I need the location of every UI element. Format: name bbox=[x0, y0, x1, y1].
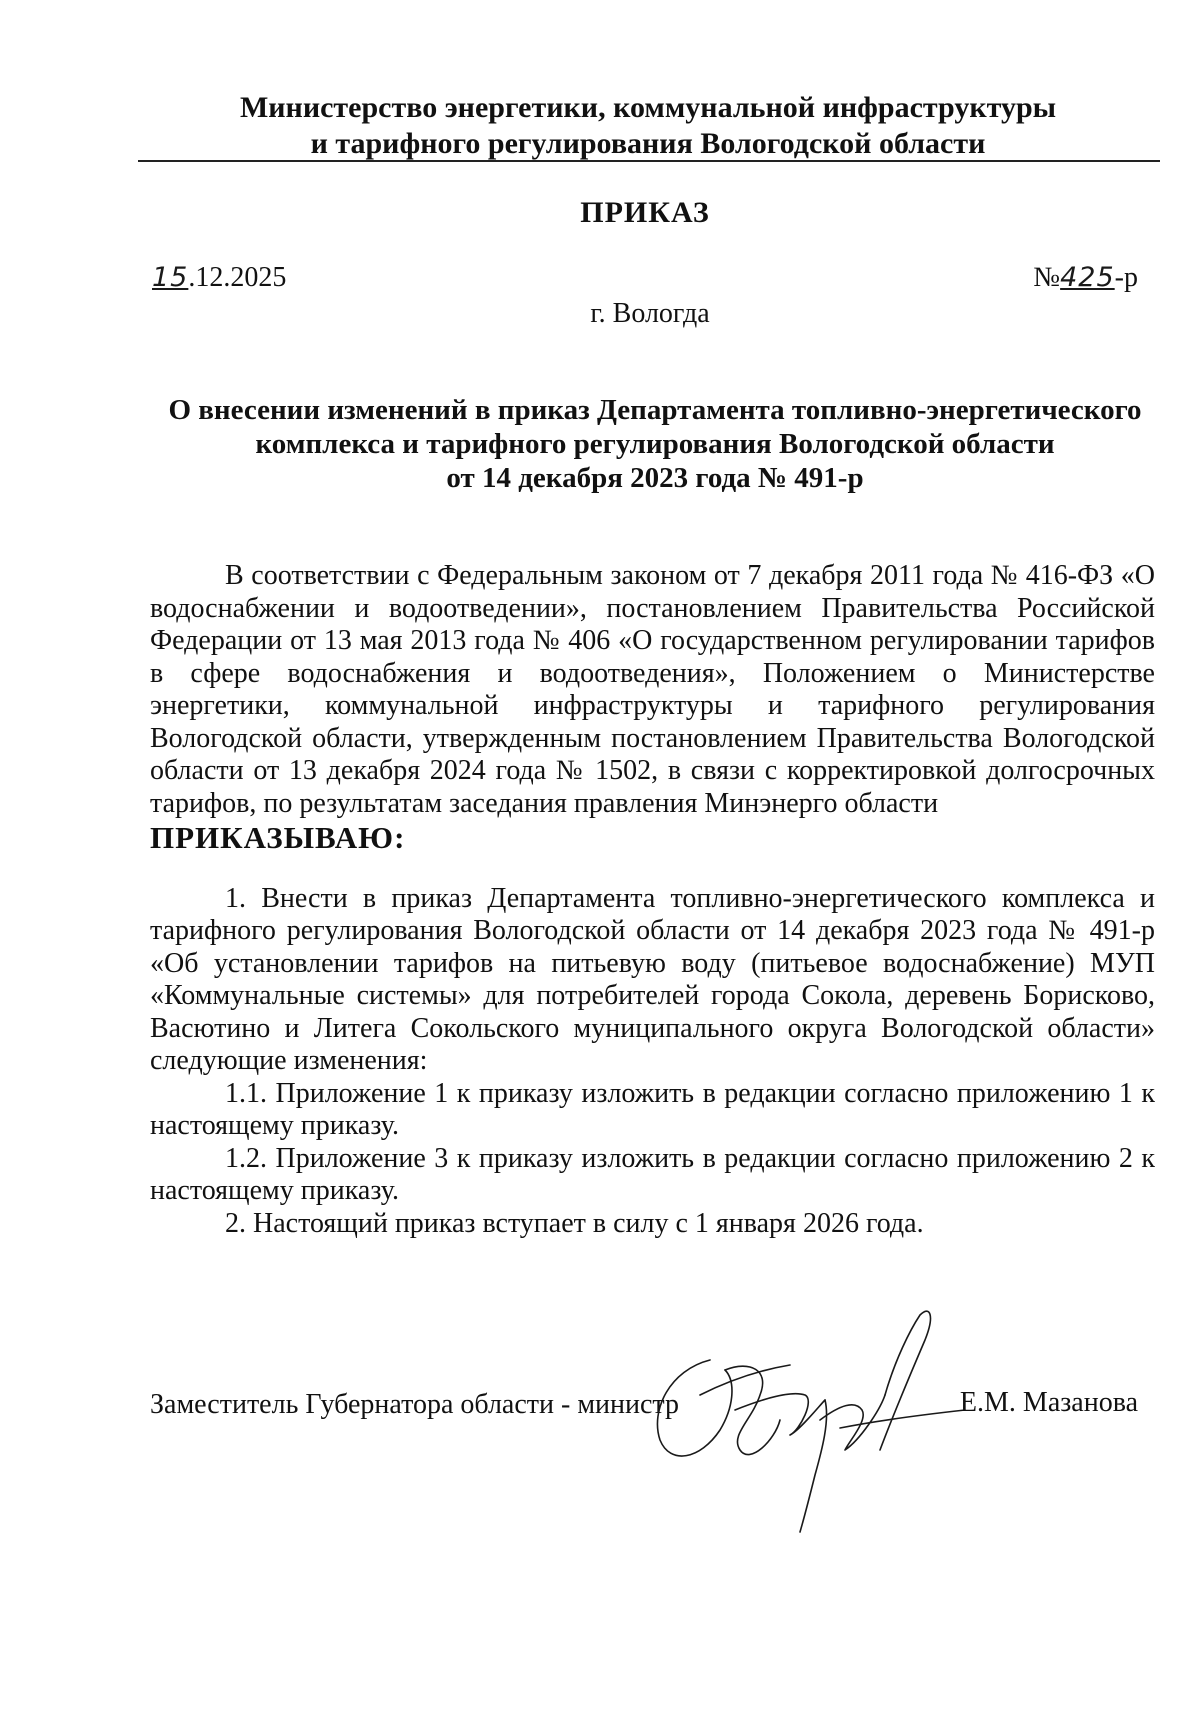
order-item-1: 1. Внести в приказ Департамента топливно-энергетического комплекса и тарифного регулирования Вологодской области от 14 декабря 2023 года № 491-р «Об установлении тарифов на питьевую воду (питьевое водоснабжение) МУП «Коммунальные системы» для потребителей города Сокола, деревень Борисково, Васютино и Литега Сокольского муниципального округа Вологодской области» следующие изменения: bbox=[150, 882, 1155, 1076]
document-city: г. Вологда bbox=[590, 298, 710, 329]
number-handwritten: 425 bbox=[1060, 262, 1115, 293]
signatory-position: Заместитель Губернатора области - министр bbox=[150, 1389, 679, 1420]
title-line2: комплекса и тарифного регулирования Вологодской области bbox=[255, 428, 1055, 460]
ministry-header-line2: и тарифного регулирования Вологодской области bbox=[310, 127, 986, 160]
handwritten-signature bbox=[640, 1300, 970, 1540]
date-rest: .12.2025 bbox=[188, 262, 287, 293]
title-line3: от 14 декабря 2023 года № 491-р bbox=[446, 462, 864, 494]
document-body bbox=[150, 560, 1155, 1240]
signatory-name: Е.М. Мазанова bbox=[959, 1387, 1138, 1418]
ministry-header bbox=[138, 90, 1158, 162]
order-item-2: 2. Настоящий приказ вступает в силу с 1 января 2026 года. bbox=[225, 1207, 924, 1239]
document-number bbox=[1033, 262, 1138, 294]
date-day-handwritten: 15 bbox=[152, 262, 189, 293]
document-title bbox=[150, 393, 1160, 495]
document-type: ПРИКАЗ bbox=[580, 196, 710, 229]
number-prefix: № bbox=[1033, 262, 1061, 293]
order-word: ПРИКАЗЫВАЮ: bbox=[150, 820, 406, 855]
order-item-1-1: 1.1. Приложение 1 к приказу изложить в редакции согласно приложению 1 к настоящему приказу. bbox=[150, 1077, 1155, 1141]
order-item-1-2: 1.2. Приложение 3 к приказу изложить в редакции согласно приложению 2 к настоящему приказу. bbox=[150, 1142, 1155, 1206]
header-divider bbox=[138, 160, 1160, 162]
title-line1: О внесении изменений в приказ Департамента топливно-энергетического bbox=[168, 394, 1142, 426]
document-date bbox=[152, 262, 286, 294]
preamble-paragraph: В соответствии с Федеральным законом от 7 декабря 2011 года № 416-ФЗ «О водоснабжении и водоотведении», постановлением Правительства Российской Федерации от 13 мая 2013 года № 406 «О государственном регулировании тарифов в сфере водоснабжения и водоотведения», Положением о Министерстве энергетики, коммунальной инфраструктуры и тарифного регулирования Вологодской области, утвержденным постановлением Правительства Вологодской области от 13 декабря 2024 года № 1502, в связи с корректировкой долгосрочных тарифов, по результатам заседания правления Минэнерго области bbox=[150, 560, 1155, 819]
ministry-header-line1: Министерство энергетики, коммунальной инфраструктуры bbox=[239, 91, 1057, 124]
number-suffix: -р bbox=[1114, 262, 1138, 293]
